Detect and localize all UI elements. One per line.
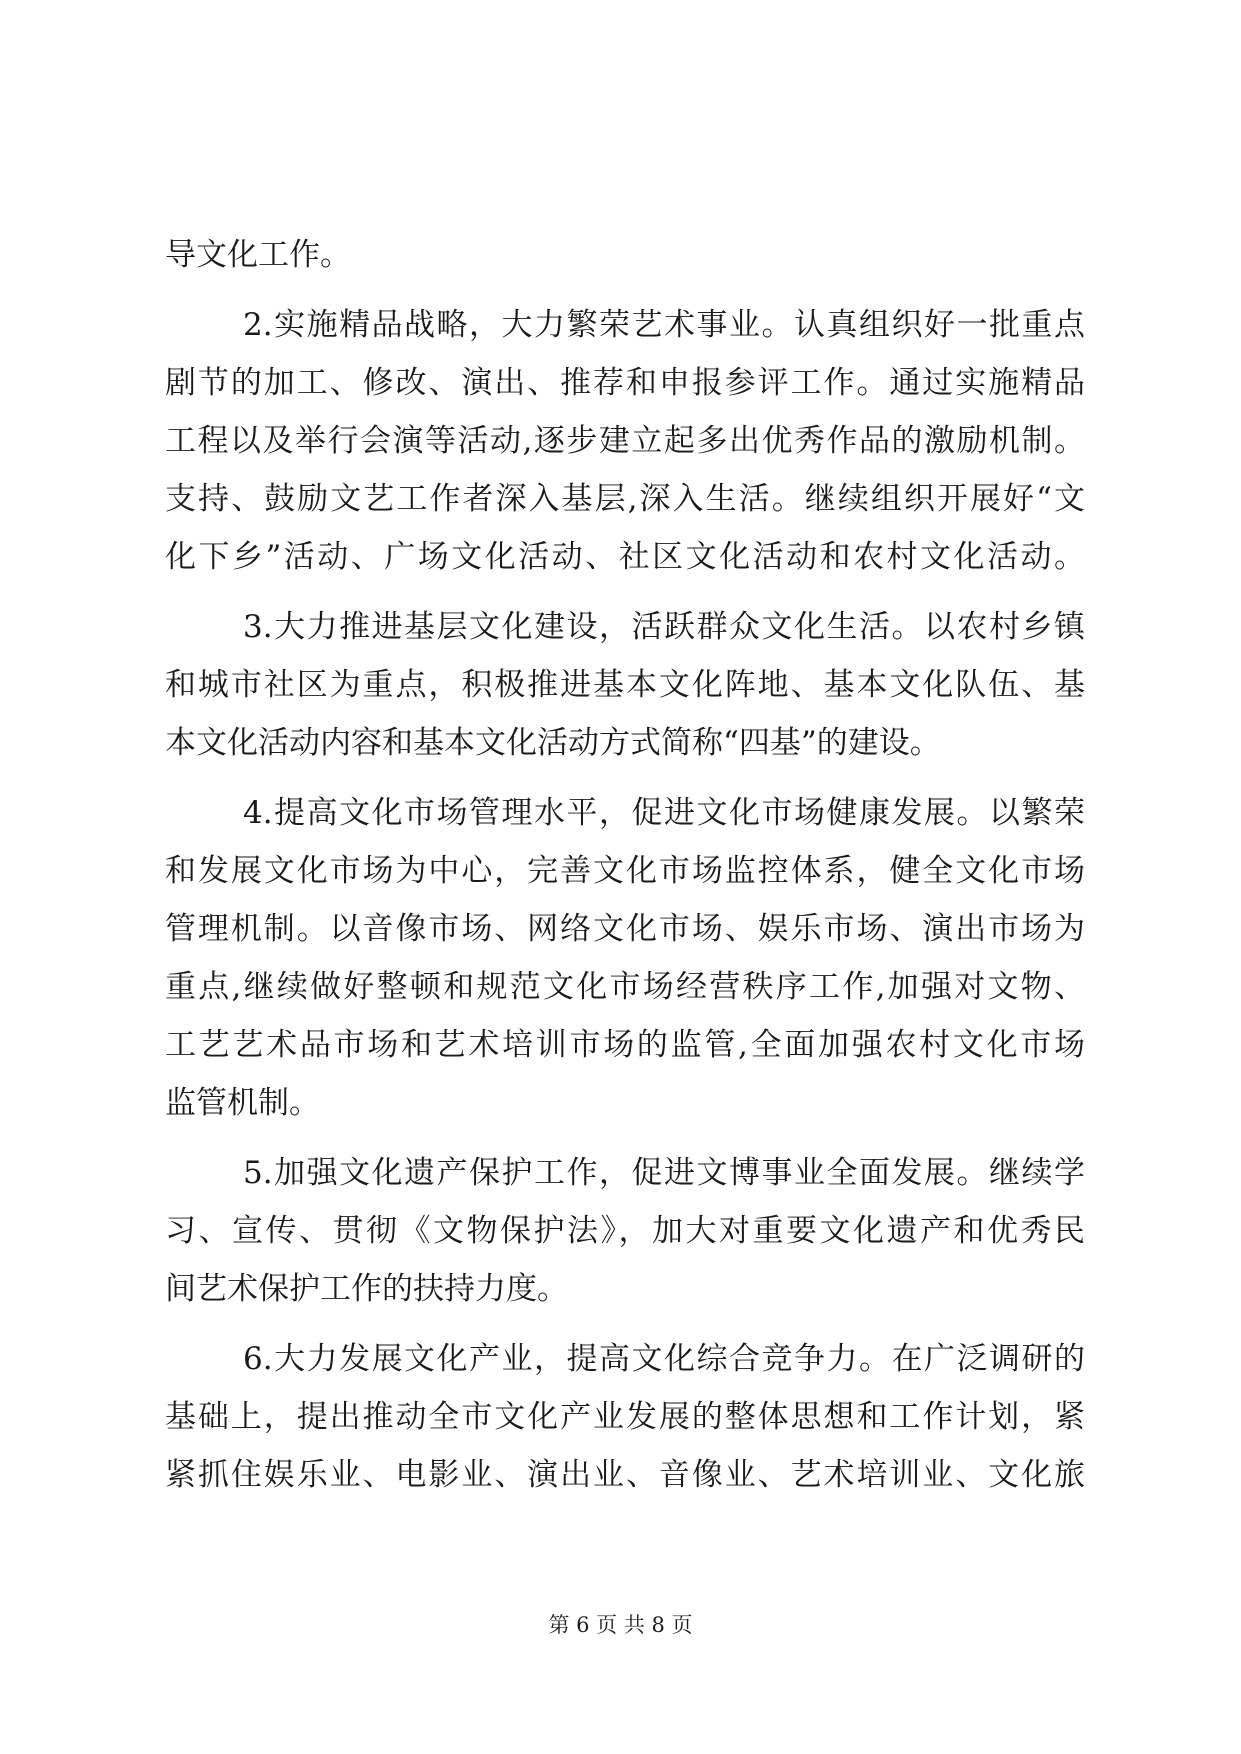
text-line: 间艺术保护工作的扶持力度。 [165,1271,568,1307]
text-line: 支持、鼓励文艺工作者深入基层,深入生活。继续组织开展好“文 [165,481,1085,517]
text-line: 和城市社区为重点，积极推进基本文化阵地、基本文化队伍、基 [165,667,1085,703]
body-text [165,226,1085,1504]
text-line: 剧节的加工、修改、演出、推荐和申报参评工作。通过实施精品 [165,365,1085,401]
page-footer [0,1610,1241,1640]
page-number-label: 第 6 页 共 8 页 [548,1613,693,1637]
text-line: 3.大力推进基层文化建设，活跃群众文化生活。以农村乡镇 [243,609,1085,645]
text-line: 和发展文化市场为中心，完善文化市场监控体系，健全文化市场 [165,853,1085,889]
text-line: 5.加强文化遗产保护工作，促进文博事业全面发展。继续学 [243,1155,1085,1191]
text-line: 习、宣传、贯彻《文物保护法》，加大对重要文化遗产和优秀民 [165,1213,1085,1249]
text-line: 化下乡”活动、广场文化活动、社区文化活动和农村文化活动。 [165,539,1085,575]
text-line: 工艺艺术品市场和艺术培训市场的监管,全面加强农村文化市场 [165,1027,1085,1063]
text-line: 本文化活动内容和基本文化活动方式简称“四基”的建设。 [165,725,941,761]
paragraph-6 [165,1330,1085,1504]
text-line: 基础上，提出推动全市文化产业发展的整体思想和工作计划，紧 [165,1399,1085,1435]
text-line: 4.提高文化市场管理水平，促进文化市场健康发展。以繁荣 [243,795,1085,831]
text-line: 6.大力发展文化产业，提高文化综合竞争力。在广泛调研的 [243,1341,1085,1377]
text-line: 2.实施精品战略，大力繁荣艺术事业。认真组织好一批重点 [243,307,1085,343]
text-line: 导文化工作。 [165,237,351,273]
paragraph-1 [165,226,1085,284]
text-line: 管理机制。以音像市场、网络文化市场、娱乐市场、演出市场为 [165,911,1085,947]
text-line: 重点,继续做好整顿和规范文化市场经营秩序工作,加强对文物、 [165,969,1085,1005]
paragraph-3 [165,598,1085,772]
paragraph-5 [165,1144,1085,1318]
paragraph-4 [165,784,1085,1132]
text-line: 紧抓住娱乐业、电影业、演出业、音像业、艺术培训业、文化旅 [165,1457,1085,1493]
text-line: 工程以及举行会演等活动,逐步建立起多出优秀作品的激励机制。 [165,423,1085,459]
paragraph-2 [165,296,1085,586]
text-line: 监管机制。 [165,1085,320,1121]
